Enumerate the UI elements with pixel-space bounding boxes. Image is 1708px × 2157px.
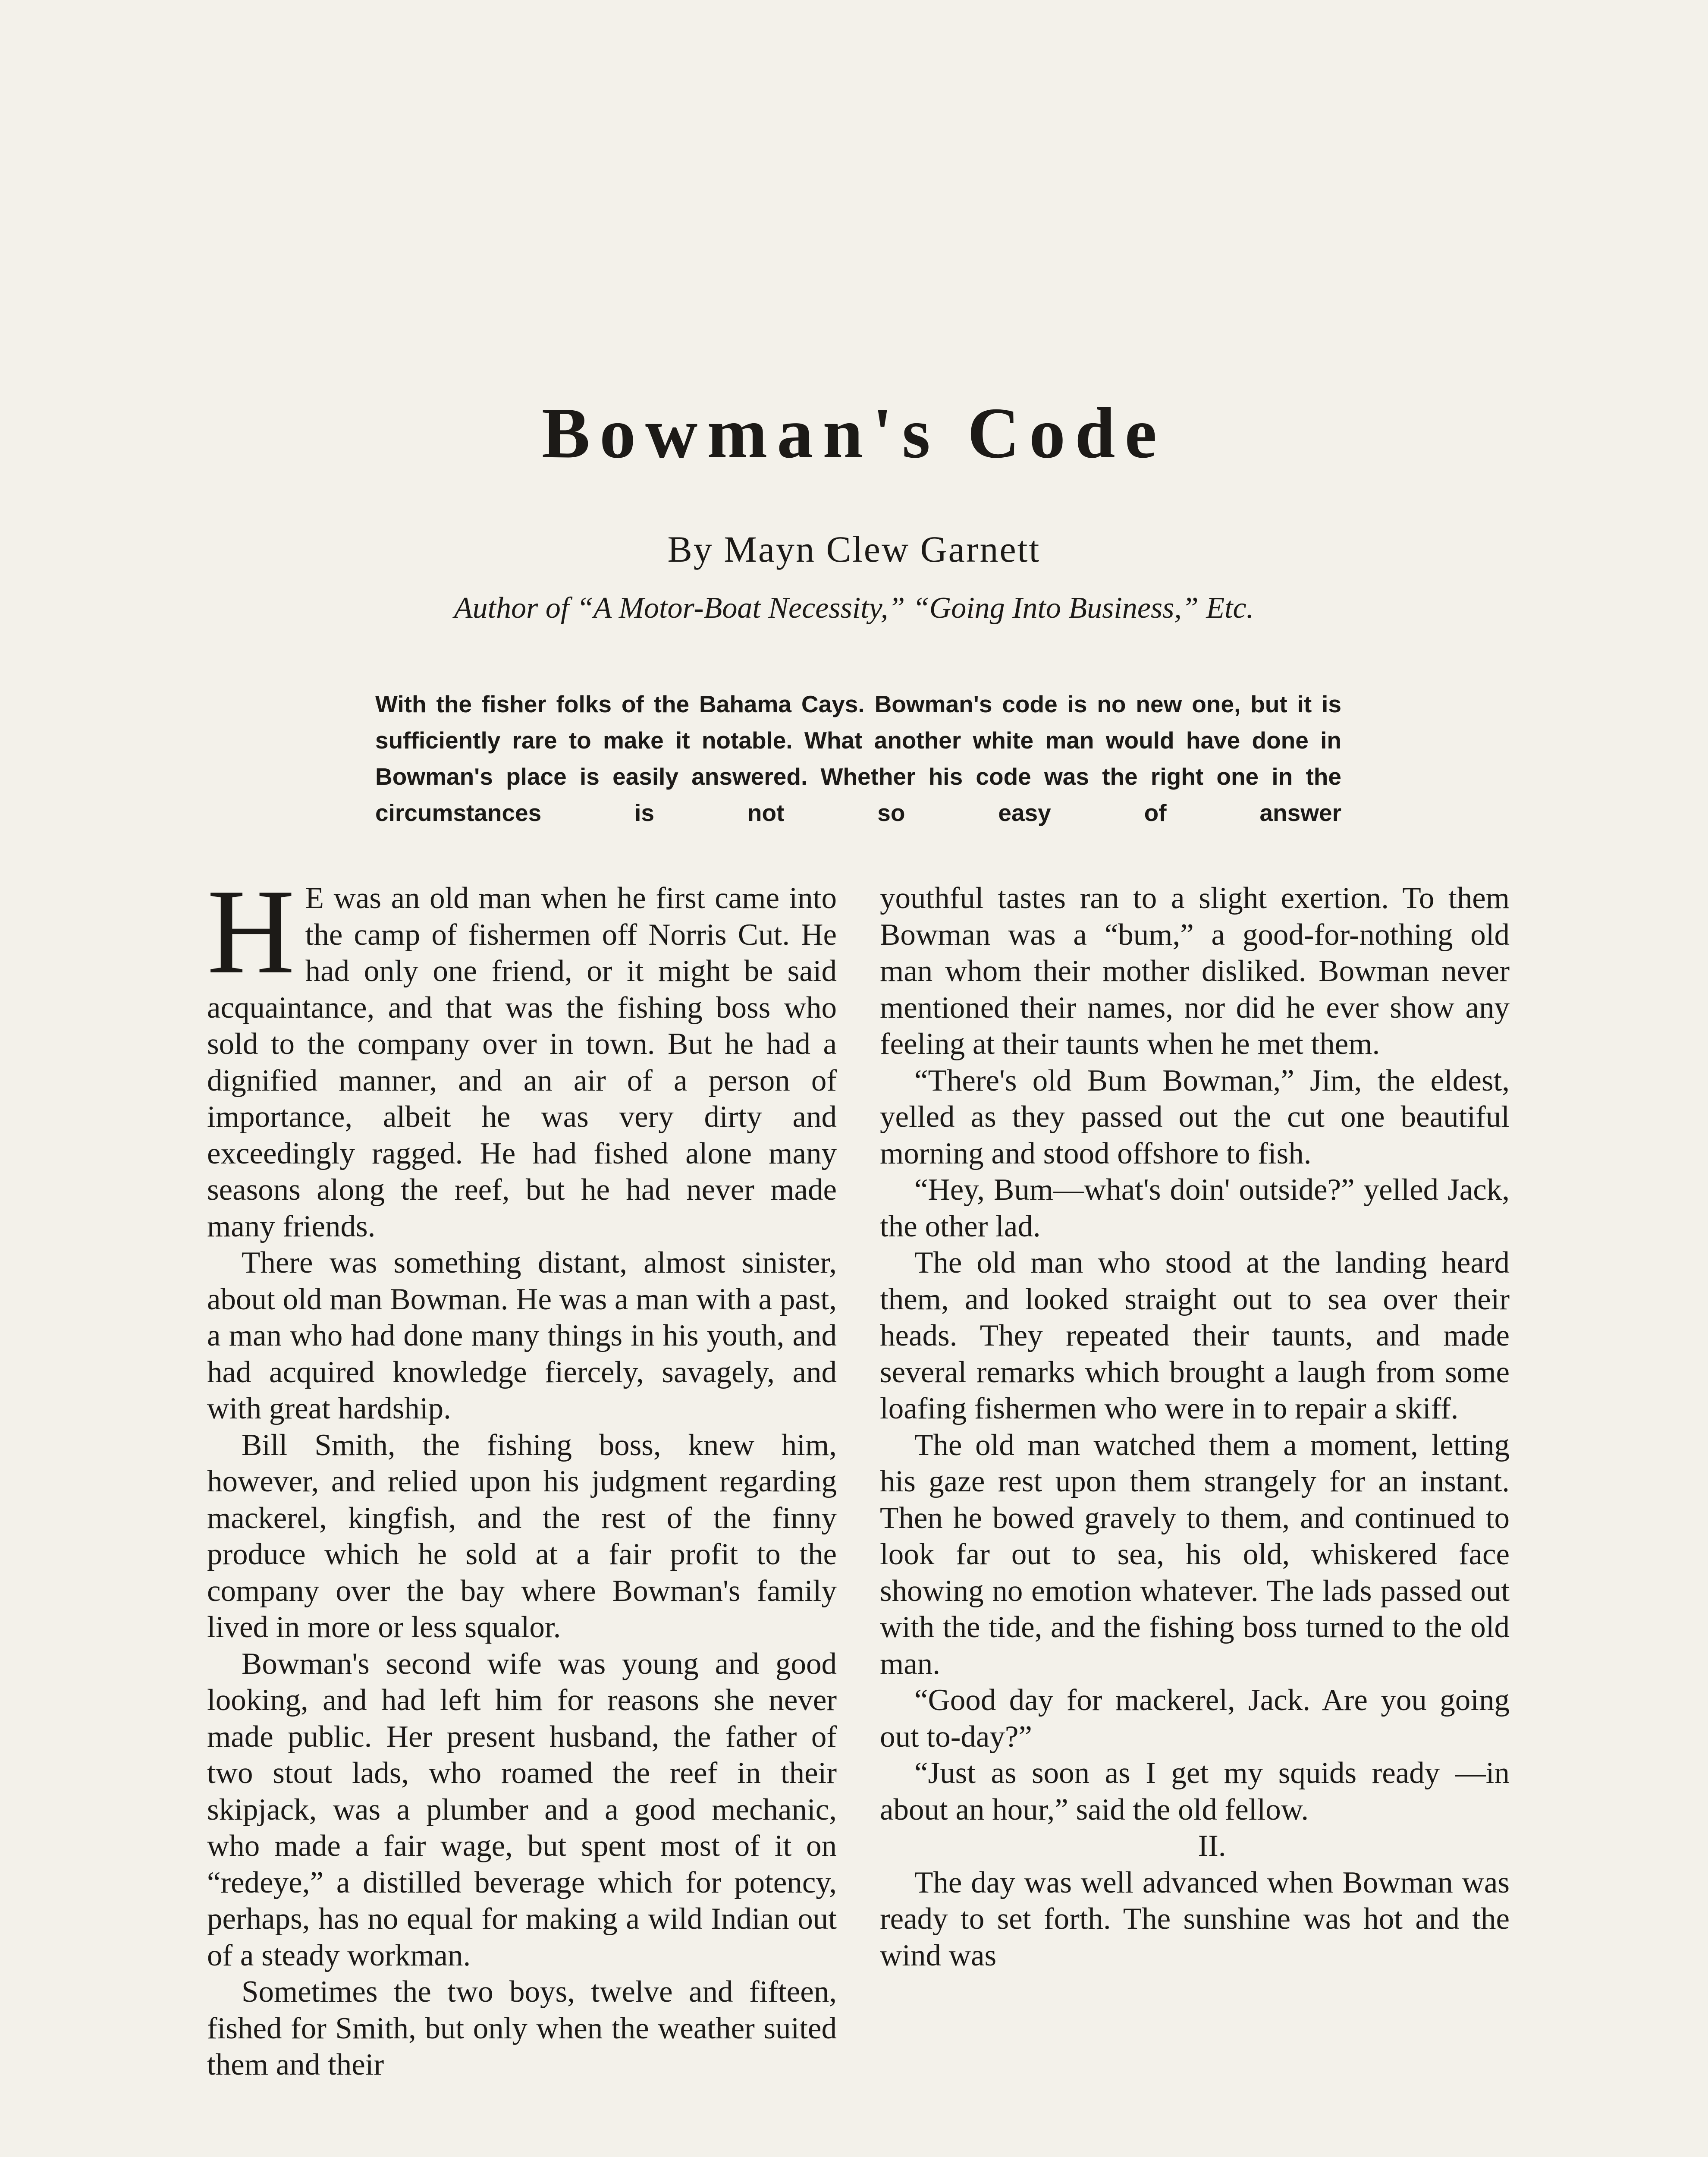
body-paragraph: “Good day for mackerel, Jack. Are you going out to-day?”	[880, 1683, 1510, 1754]
body-paragraph: “There's old Bum Bowman,” Jim, the eldest, yelled as they passed out the cut one beautiful morning and stood offshore to fish.	[880, 1063, 1510, 1170]
body-paragraph: The old man watched them a moment, letting his gaze rest upon them strangely for an instant. Then he bowed gravely to them, and continued to look far out to sea, his old, whiskered face showing no emotion whatever. The lads passed out with the tide, and the fishing boss turned to the old man.	[880, 1428, 1510, 1681]
body-paragraph: There was something distant, almost sinister, about old man Bowman. He was a man with a past, a man who had done many things in his youth, and had acquired knowledge fiercely, savagely, and with great hardship.	[207, 1246, 837, 1425]
body-paragraph: Sometimes the two boys, twelve and fifteen, fished for Smith, but only when the weather suited them and their	[207, 1975, 837, 2082]
body-paragraph: Bill Smith, the fishing boss, knew him, however, and relied upon his judgment regarding mackerel, kingfish, and the rest of the finny produce which he sold at a fair profit to the company over the bay where Bowman's family lived in more or less squalor.	[207, 1428, 837, 1644]
body-paragraph: The old man who stood at the landing heard them, and looked straight out to sea over their heads. They repeated their taunts, and made several remarks which brought a laugh from some loafing fishermen who were in to repair a skiff.	[880, 1246, 1510, 1425]
author-credits: Author of “A Motor-Boat Necessity,” “Going Into Business,” Etc.	[454, 591, 1254, 625]
article-blurb: With the fisher folks of the Bahama Cays. Bowman's code is no new one, but it is sufficiently rare to make it notable. What another white man would have done in Bowman's place is easily answered. Whether his code was the right one in the circumstances is not so easy of answer	[375, 691, 1341, 826]
section-number: II.	[1198, 1829, 1226, 1863]
body-paragraph: “Just as soon as I get my squids ready —in about an hour,” said the old fellow.	[880, 1756, 1510, 1827]
author-byline: By Mayn Clew Garnett	[667, 528, 1041, 570]
text-column-left	[207, 864, 837, 2083]
body-paragraph: “Hey, Bum—what's doin' outside?” yelled Jack, the other lad.	[880, 1173, 1510, 1243]
body-paragraph-continued: youthful tastes ran to a slight exertion. To them Bowman was a “bum,” a good-for-nothing old man whom their mother disliked. Bowman never mentioned their names, nor did he ever show any feeling at their taunts when he met them.	[880, 881, 1510, 1061]
body-paragraph: Bowman's second wife was young and good looking, and had left him for reasons she never made public. Her present husband, the father of two stout lads, who roamed the reef in their skipjack, was a plumber and a good mechanic, who made a fair wage, but spent most of it on “redeye,” a distilled beverage which for potency, perhaps, has no equal for making a wild Indian out of a steady workman.	[207, 1647, 837, 1972]
opening-paragraph	[207, 864, 837, 1245]
drop-cap: H	[207, 864, 295, 999]
opening-paragraph-text: E was an old man when he first came into the camp of fishermen off Norris Cut. He had only one friend, or it might be said acquaintance, and that was the fishing boss who sold to the company over in town. But he had a dignified manner, and an air of a person of importance, albeit he was very dirty and exceedingly ragged. He had fished alone many seasons along the reef, but he had never made many friends.	[207, 881, 837, 1243]
text-column-right	[880, 880, 1510, 1974]
body-paragraph: The day was well advanced when Bowman was ready to set forth. The sunshine was hot and the wind was	[880, 1865, 1510, 1972]
article-title: Bowman's Code	[541, 393, 1167, 473]
